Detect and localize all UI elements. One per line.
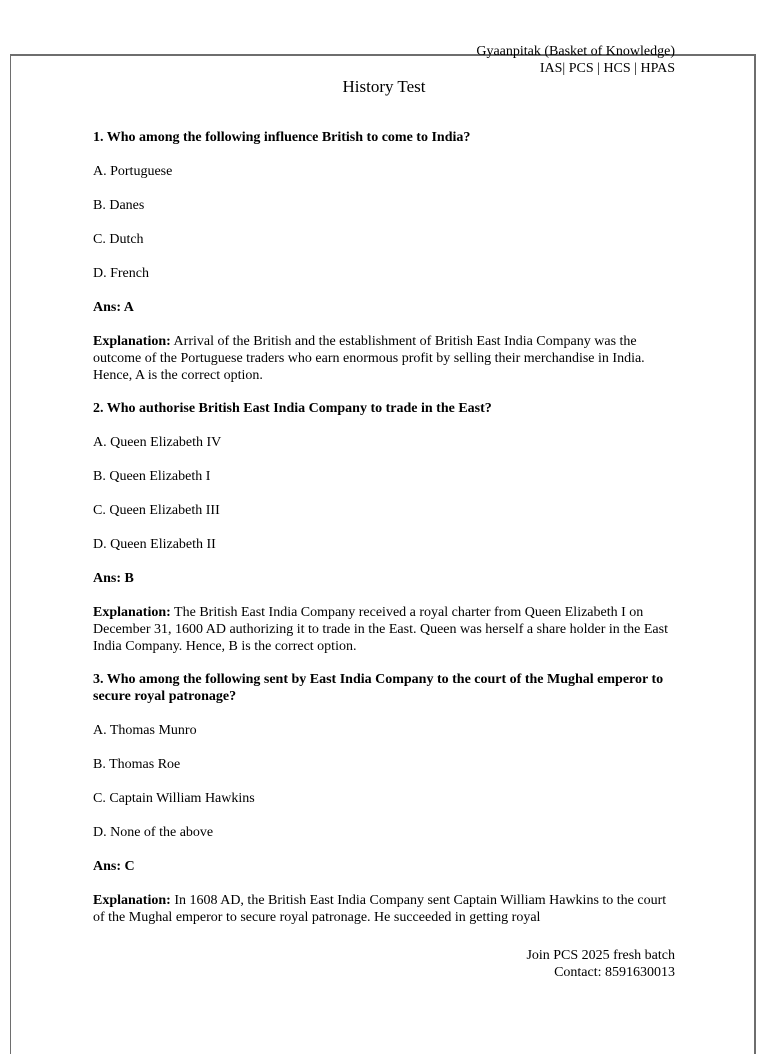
option-a: A. Portuguese	[93, 164, 173, 179]
option-c: C. Queen Elizabeth III	[93, 503, 220, 518]
footer-batch: Join PCS 2025 fresh batch	[526, 948, 675, 963]
option-d: D. Queen Elizabeth II	[93, 537, 216, 552]
page-title: History Test	[342, 77, 426, 96]
footer-phone: Contact: 8591630013	[554, 965, 675, 980]
explanation-text: In 1608 AD, the British East India Company sent Captain William Hawkins to the court of the Mughal emperor to secure royal patronage. He succeeded in getting royal	[93, 893, 667, 925]
header-institute-name: Gyaanpitak (Basket of Knowledge)	[476, 44, 675, 59]
option-b: B. Thomas Roe	[93, 757, 181, 772]
explanation-text: The British East India Company received a royal charter from Queen Elizabeth I on December 31, 1600 AD authorizing it to trade in the East. Queen was herself a share holder in the East India Company. Hence, B is the correct option.	[93, 605, 668, 654]
option-b: B. Queen Elizabeth I	[93, 469, 211, 484]
explanation-label: Explanation:	[93, 334, 171, 349]
footer-contact	[526, 947, 675, 981]
option-b: B. Danes	[93, 198, 145, 213]
explanation	[93, 604, 677, 655]
option-c: C. Captain William Hawkins	[93, 791, 255, 806]
answer: Ans: C	[93, 859, 135, 874]
question-block	[93, 671, 677, 926]
question-block	[93, 400, 677, 655]
question-text: 2. Who authorise British East India Company to trade in the East?	[93, 401, 492, 416]
option-a: A. Queen Elizabeth IV	[93, 435, 222, 450]
explanation-label: Explanation:	[93, 605, 171, 620]
option-d: D. French	[93, 266, 149, 281]
answer: Ans: B	[93, 571, 134, 586]
answer: Ans: A	[93, 300, 134, 315]
option-a: A. Thomas Munro	[93, 723, 197, 738]
explanation-text: Arrival of the British and the establishment of British East India Company was the outcome of the Portuguese traders who earn enormous profit by selling their merchandise in India. Hence, A is the correct option.	[93, 334, 645, 383]
explanation	[93, 333, 677, 384]
explanation	[93, 892, 677, 926]
explanation-label: Explanation:	[93, 893, 171, 908]
header-exams: IAS| PCS | HCS | HPAS	[539, 61, 675, 76]
question-text: 1. Who among the following influence British to come to India?	[93, 130, 471, 145]
option-c: C. Dutch	[93, 232, 144, 247]
option-d: D. None of the above	[93, 825, 214, 840]
question-block	[93, 129, 677, 384]
question-text: 3. Who among the following sent by East India Company to the court of the Mughal emperor to secure royal patronage?	[93, 672, 664, 704]
question-list	[93, 129, 677, 942]
header-institute	[476, 43, 675, 77]
